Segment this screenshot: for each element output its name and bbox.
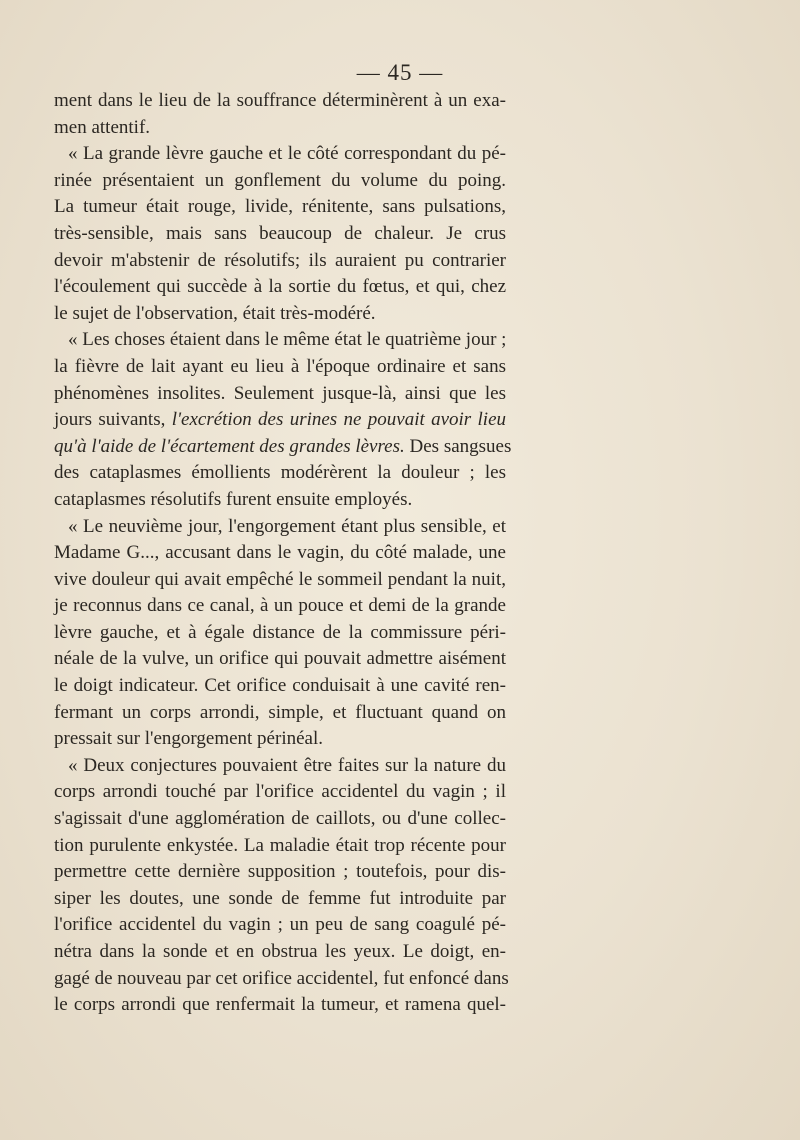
- text-line: « Deux conjectures pouvaient être faites sur la nature du: [68, 754, 506, 776]
- text-segment: jours suivants,: [54, 409, 172, 431]
- body-text: [54, 88, 512, 1019]
- text-line: des cataplasmes émollients modérèrent la douleur ; les: [54, 462, 506, 484]
- text-line: s'agissait d'une agglomération de caillots, ou d'une collec-: [54, 808, 506, 830]
- text-line: nétra dans la sonde et en obstrua les yeux. Le doigt, en-: [54, 941, 506, 962]
- text-line: lèvre gauche, et à égale distance de la commissure péri-: [54, 621, 506, 643]
- text-line: phénomènes insolites. Seulement jusque-là, ainsi que les: [54, 382, 506, 404]
- italic-segment: qu'à l'aide de l'écartement des grandes lèvres.: [54, 435, 405, 457]
- page-number: — 45 —: [356, 60, 444, 85]
- text-line: devoir m'abstenir de résolutifs; ils auraient pu contrarier: [54, 249, 506, 271]
- text-line: permettre cette dernière supposition ; toutefois, pour dis-: [54, 861, 506, 883]
- text-line: « La grande lèvre gauche et le côté correspondant du pé-: [68, 143, 506, 165]
- text-line: men attentif.: [54, 116, 151, 138]
- text-line: ment dans le lieu de la souffrance déterminèrent à un exa-: [54, 90, 506, 111]
- text-line: siper les doutes, une sonde de femme fut introduite par: [54, 887, 506, 909]
- text-line: [54, 407, 506, 434]
- text-line: cataplasmes résolutifs furent ensuite employés.: [54, 488, 413, 510]
- text-line: la fièvre de lait ayant eu lieu à l'époque ordinaire et sans: [54, 355, 506, 377]
- text-line: [54, 434, 512, 461]
- text-line: gagé de nouveau par cet orifice accidentel, fut enfoncé dans: [54, 967, 509, 989]
- text-line: le sujet de l'observation, était très-modéré.: [54, 302, 376, 324]
- text-line: rinée présentaient un gonflement du volume du poing.: [54, 169, 506, 191]
- text-line: « Le neuvième jour, l'engorgement étant plus sensible, et: [68, 515, 506, 537]
- text-line: néale de la vulve, un orifice qui pouvait admettre aisément: [54, 648, 506, 670]
- text-line: Madame G..., accusant dans le vagin, du côté malade, une: [54, 542, 506, 564]
- text-line: l'écoulement qui succède à la sortie du fœtus, et qui, chez: [54, 276, 506, 298]
- text-line: fermant un corps arrondi, simple, et fluctuant quand on: [54, 701, 506, 723]
- italic-segment: l'excrétion des urines ne pouvait avoir lieu: [171, 409, 507, 431]
- text-line: La tumeur était rouge, livide, rénitente, sans pulsations,: [54, 196, 506, 218]
- text-line: pressait sur l'engorgement périnéal.: [54, 728, 323, 750]
- text-line: je reconnus dans ce canal, à un pouce et demi de la grande: [54, 595, 506, 617]
- text-line: vive douleur qui avait empêché le sommeil pendant la nuit,: [54, 568, 506, 590]
- text-line: tion purulente enkystée. La maladie était trop récente pour: [54, 834, 506, 856]
- text-line: très-sensible, mais sans beaucoup de chaleur. Je crus: [54, 222, 506, 244]
- text-segment: Des sangsues: [404, 435, 512, 457]
- text-line: le doigt indicateur. Cet orifice conduisait à une cavité ren-: [54, 675, 506, 697]
- text-line: « Les choses étaient dans le même état le quatrième jour ;: [68, 329, 507, 351]
- text-line: corps arrondi touché par l'orifice accidentel du vagin ; il: [54, 781, 506, 803]
- text-line: le corps arrondi que renfermait la tumeur, et ramena quel-: [54, 994, 506, 1016]
- text-line: l'orifice accidentel du vagin ; un peu de sang coagulé pé-: [54, 914, 506, 936]
